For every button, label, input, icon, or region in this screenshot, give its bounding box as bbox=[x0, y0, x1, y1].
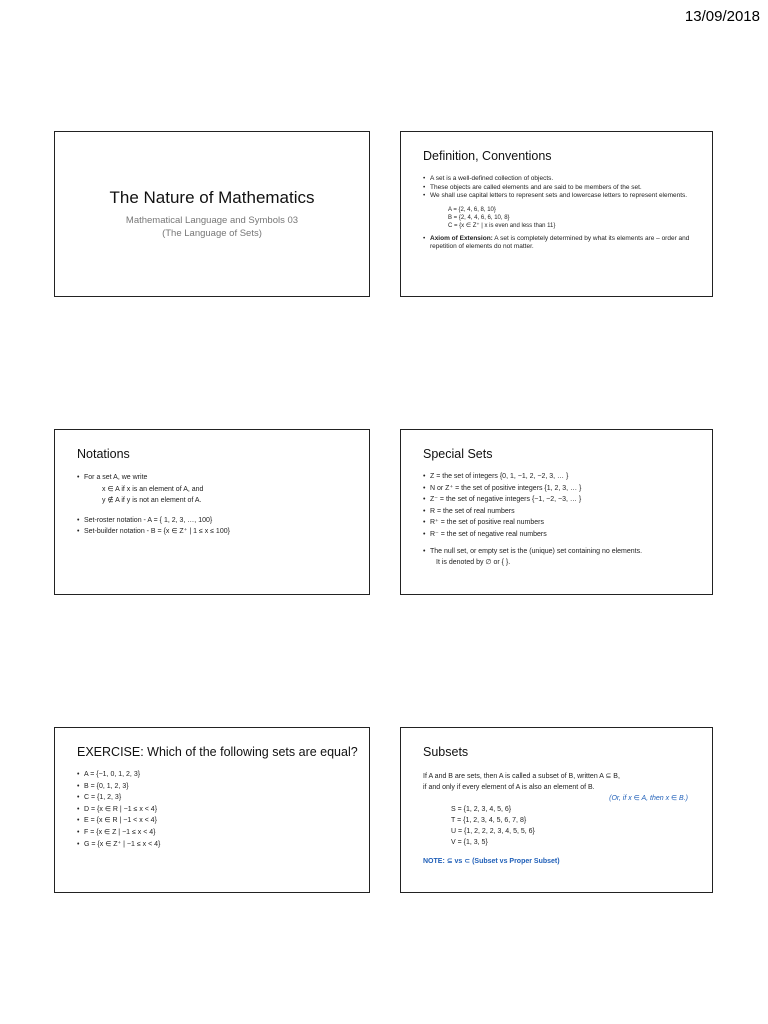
bullet-item: • A set is a well-defined collection of objects. bbox=[423, 175, 554, 182]
bullet-item: • We shall use capital letters to represent sets and lowercase letters to represent elements. bbox=[423, 192, 688, 200]
list-item: • G = {x ∈ Z⁺ | −1 ≤ x < 4} bbox=[77, 840, 161, 848]
bullet-item: • R = the set of real numbers bbox=[423, 507, 515, 515]
bullet-item: • N or Z⁺ = the set of positive integers {1, 2, 3, … } bbox=[423, 484, 582, 492]
slide-subsets bbox=[400, 727, 713, 893]
slide-title bbox=[54, 131, 370, 297]
list-item: S = {1, 2, 3, 4, 5, 6} bbox=[451, 806, 512, 813]
slide-body bbox=[423, 771, 698, 867]
list-item: • B = {0, 1, 2, 3} bbox=[77, 782, 129, 790]
list-item: T = {1, 2, 3, 4, 5, 6, 7, 8} bbox=[451, 817, 527, 824]
slide-heading: Special Sets bbox=[423, 447, 493, 461]
slide-notations bbox=[54, 429, 370, 595]
slide-special-sets bbox=[400, 429, 713, 595]
bullet-item: • R⁻ = the set of negative real numbers bbox=[423, 530, 547, 538]
slide-body bbox=[423, 471, 698, 569]
list-item: U = {1, 2, 2, 2, 3, 4, 5, 5, 6} bbox=[451, 828, 535, 835]
slide-definition bbox=[400, 131, 713, 297]
list-item: • F = {x ∈ Z | −1 ≤ x < 4} bbox=[77, 828, 156, 836]
bullet-item: • Z = the set of integers {0, 1, −1, 2, −2, 3, … } bbox=[423, 473, 569, 480]
slide-heading: Subsets bbox=[423, 745, 469, 759]
subset-vs-proper-note: NOTE: ⊆ vs ⊂ (Subset vs Proper Subset) bbox=[423, 858, 560, 865]
bullet-item: • Z⁻ = the set of negative integers {−1, −2, −3, … } bbox=[423, 496, 582, 504]
list-item: • E = {x ∈ R | −1 < x < 4} bbox=[77, 817, 157, 825]
bullet-item: • Set-roster notation - A = { 1, 2, 3, …, 100} bbox=[77, 516, 213, 524]
bullet-item: • The null set, or empty set is the (unique) set containing no elements. bbox=[423, 547, 643, 555]
example-sets bbox=[423, 804, 698, 848]
page-date: 13/09/2018 bbox=[684, 8, 760, 25]
notation-line: x ∈ A if x is an element of A, and bbox=[102, 485, 204, 493]
slide-exercise bbox=[54, 727, 370, 893]
bullet-item: • These objects are called elements and are said to be members of the set. bbox=[423, 183, 642, 191]
bullet-item: • Set-builder notation - B = {x ∈ Z⁺ | 1 ≤ x ≤ 100} bbox=[77, 528, 230, 536]
slide-heading: EXERCISE: Which of the following sets are equal? bbox=[77, 745, 358, 759]
subset-note: (Or, if x ∈ A, then x ∈ B.) bbox=[609, 795, 688, 802]
list-item: • A = {−1, 0, 1, 2, 3} bbox=[77, 771, 141, 778]
null-set-note: It is denoted by ∅ or { }. bbox=[436, 559, 511, 567]
list-item: • D = {x ∈ R | −1 ≤ x < 4} bbox=[77, 805, 158, 813]
slide-body bbox=[77, 769, 355, 850]
example-sets: A = {2, 4, 6, 8, 10} B = {2, 4, 4, 6, 6, 10, 8} C = {x ∈ Z⁺ | x is even and less than 11} bbox=[448, 206, 556, 229]
notation-line: y ∉ A if y is not an element of A. bbox=[102, 497, 202, 505]
slide-subtitle: Mathematical Language and Symbols 03 bbox=[125, 215, 299, 226]
slide-heading: Notations bbox=[77, 447, 130, 461]
bullet-item: • R⁺ = the set of positive real numbers bbox=[423, 519, 544, 527]
bullet-item: • For a set A, we write bbox=[77, 474, 148, 481]
slide-main-title: The Nature of Mathematics bbox=[109, 188, 315, 207]
definition-line: If A and B are sets, then A is called a subset of B, written A ⊆ B, bbox=[423, 773, 620, 780]
slide-body bbox=[77, 472, 355, 538]
list-item: V = {1, 3, 5} bbox=[451, 839, 488, 846]
slide-body bbox=[423, 175, 698, 252]
definition-line: if and only if every element of A is also an element of B. bbox=[423, 784, 595, 791]
list-item: • C = {1, 2, 3} bbox=[77, 794, 122, 802]
slide-heading: Definition, Conventions bbox=[423, 149, 552, 163]
slide-subtitle-2: (The Language of Sets) bbox=[162, 228, 262, 239]
bullet-item: • Axiom of Extension: A set is completely determined by what its elements are – order and repetition of elements do not matter. bbox=[423, 234, 690, 251]
